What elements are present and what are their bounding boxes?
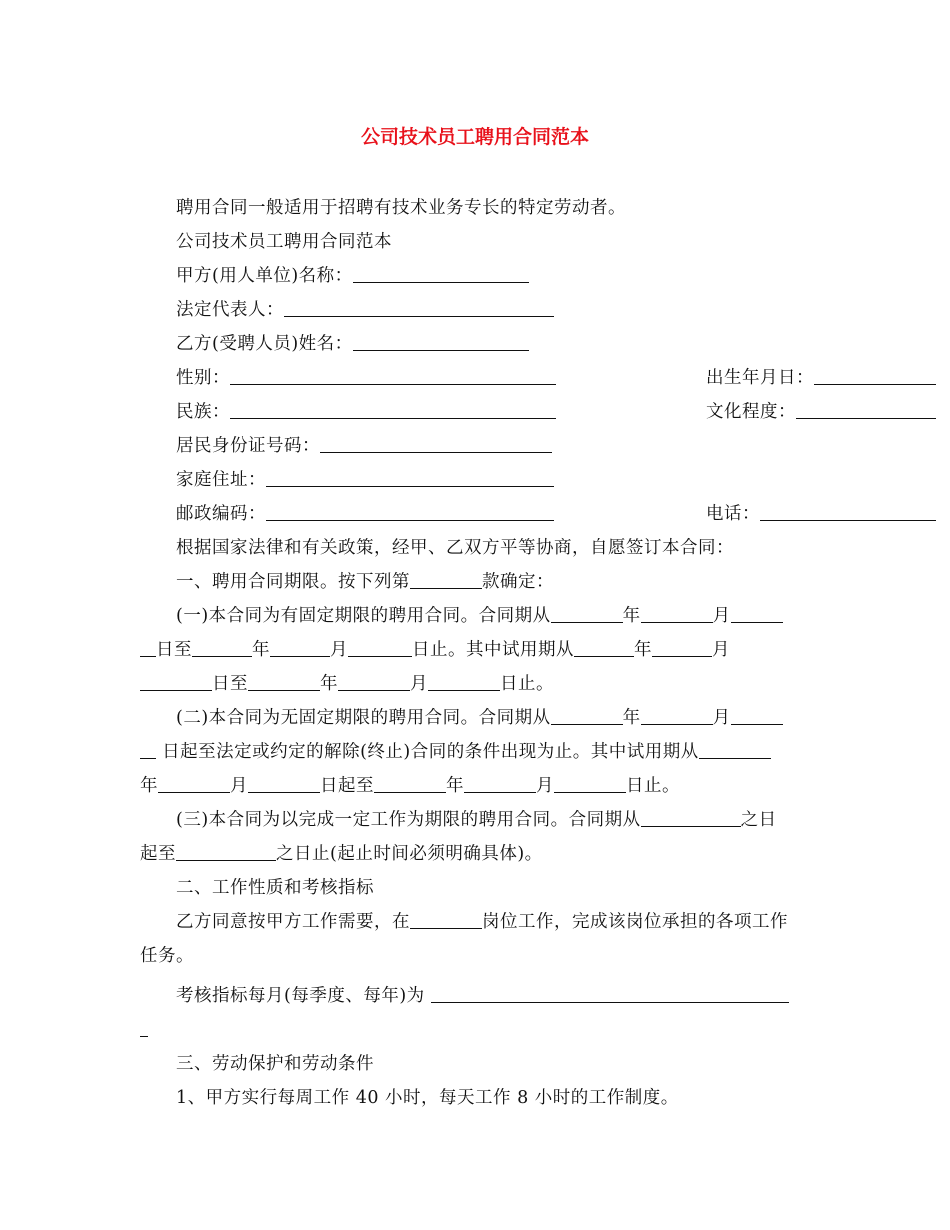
clause-2-line-2: [140, 740, 812, 764]
word-month: 月: [712, 606, 731, 626]
edu-label: 文化程度：: [706, 402, 796, 422]
section-1-heading: [140, 570, 848, 594]
id-blank[interactable]: [320, 436, 552, 453]
phone-blank[interactable]: [760, 504, 936, 521]
section-2-text: 乙方同意按甲方工作需要，在: [176, 912, 410, 932]
blank[interactable]: [140, 674, 212, 691]
blank[interactable]: [338, 674, 410, 691]
gender-birth-row: [140, 366, 848, 390]
blank[interactable]: [641, 810, 741, 827]
clause-2-line-3: [140, 774, 812, 798]
word-year: 年: [622, 606, 641, 626]
gender-blank[interactable]: [230, 368, 556, 385]
blank[interactable]: [731, 708, 783, 725]
document-title: 公司技术员工聘用合同范本: [360, 126, 589, 148]
address-label: 家庭住址：: [176, 470, 266, 490]
phone-label: 电话：: [706, 504, 760, 524]
section-1-text-end: 款确定：: [482, 572, 554, 592]
blank[interactable]: [248, 674, 320, 691]
word-day-to: 日至: [156, 640, 192, 660]
clause-1-line-3: [140, 672, 812, 696]
blank[interactable]: [140, 742, 156, 759]
birth-blank[interactable]: [814, 368, 936, 385]
word-from-to: 日起至: [320, 776, 374, 796]
blank[interactable]: [551, 606, 623, 623]
clause-3-line-2: [140, 842, 812, 866]
section-2-para-1: [140, 910, 848, 934]
word-year: 年: [140, 776, 158, 796]
postcode-label: 邮政编码：: [176, 504, 266, 524]
party-b-blank[interactable]: [353, 334, 529, 351]
word-month: 月: [712, 640, 730, 660]
section-3-para-1: 1、甲方实行每周工作 40 小时，每天工作 8 小时的工作制度。: [176, 1088, 679, 1108]
word-month: 月: [712, 708, 731, 728]
party-a-blank[interactable]: [353, 266, 529, 283]
section-1-text: 一、聘用合同期限。按下列第: [176, 572, 410, 592]
kpi-blank-continued: [140, 1018, 812, 1042]
party-b-label: 乙方(受聘人员)姓名：: [176, 334, 353, 354]
word-year: 年: [252, 640, 270, 660]
blank[interactable]: [176, 844, 276, 861]
section-3-heading: 三、劳动保护和劳动条件: [176, 1054, 374, 1074]
party-b-field: [140, 332, 848, 356]
intro-paragraph: 聘用合同一般适用于招聘有技术业务专长的特定劳动者。: [176, 198, 626, 218]
word-month: 月: [230, 776, 248, 796]
blank[interactable]: [554, 776, 626, 793]
clause-1-line-2: [140, 638, 812, 662]
edu-field: [706, 400, 936, 424]
clause-blank[interactable]: [410, 572, 482, 589]
address-blank[interactable]: [266, 470, 554, 487]
blank[interactable]: [158, 776, 230, 793]
phone-field: [706, 502, 936, 526]
blank[interactable]: [192, 640, 252, 657]
legal-rep-label: 法定代表人：: [176, 300, 284, 320]
legal-rep-blank[interactable]: [284, 300, 554, 317]
blank[interactable]: [140, 1020, 148, 1037]
address-field: [140, 468, 848, 492]
word-end: 日止。: [626, 776, 680, 796]
word-year: 年: [622, 708, 641, 728]
clause-1-text: (一)本合同为有固定期限的聘用合同。合同期从: [176, 606, 551, 626]
birth-field: [706, 366, 936, 390]
id-field: [140, 434, 848, 458]
section-2-heading: 二、工作性质和考核指标: [176, 878, 374, 898]
post-blank[interactable]: [410, 912, 482, 929]
birth-label: 出生年月日：: [706, 368, 814, 388]
clause-3-text-4: 之日止(起止时间必须明确具体)。: [276, 844, 543, 864]
clause-3-line-1: [140, 808, 848, 832]
party-a-field: [140, 264, 848, 288]
word-day-to: 日至: [212, 674, 248, 694]
contract-subtitle: 公司技术员工聘用合同范本: [176, 232, 392, 252]
blank[interactable]: [551, 708, 623, 725]
clause-2-text-2: 日起至法定或约定的解除(终止)合同的条件出现为止。其中试用期从: [162, 742, 699, 762]
legal-rep-field: [140, 298, 848, 322]
ethnic-label: 民族：: [176, 402, 230, 422]
word-month: 月: [536, 776, 554, 796]
postcode-blank[interactable]: [266, 504, 554, 521]
post-phone-row: [140, 502, 848, 526]
section-2-para-2: [140, 984, 848, 1008]
blank[interactable]: [428, 674, 500, 691]
party-a-label: 甲方(用人单位)名称：: [176, 266, 353, 286]
section-2-text-2: 岗位工作，完成该岗位承担的各项工作: [482, 912, 788, 932]
blank[interactable]: [574, 640, 634, 657]
gender-label: 性别：: [176, 368, 230, 388]
ethnic-edu-row: [140, 400, 848, 424]
blank[interactable]: [374, 776, 446, 793]
blank[interactable]: [652, 640, 712, 657]
basis-paragraph: 根据国家法律和有关政策，经甲、乙双方平等协商，自愿签订本合同：: [176, 538, 734, 558]
clause-3-text-3: 起至: [140, 844, 176, 864]
edu-blank[interactable]: [796, 402, 936, 419]
word-year: 年: [634, 640, 652, 660]
kpi-label: 考核指标每月(每季度、每年)为: [176, 986, 425, 1006]
word-year: 年: [446, 776, 464, 796]
blank[interactable]: [140, 640, 156, 657]
word-end: 日止。: [500, 674, 554, 694]
section-2-para-1-end: 任务。: [140, 946, 194, 966]
blank[interactable]: [248, 776, 320, 793]
word-month: 月: [330, 640, 348, 660]
blank[interactable]: [270, 640, 330, 657]
word-year: 年: [320, 674, 338, 694]
clause-1-line-1: [140, 604, 848, 628]
blank[interactable]: [348, 640, 412, 657]
id-label: 居民身份证号码：: [176, 436, 320, 456]
blank[interactable]: [699, 742, 771, 759]
clause-2-text: (二)本合同为无固定期限的聘用合同。合同期从: [176, 708, 551, 728]
clause-3-text-2: 之日: [740, 810, 777, 830]
word-month: 月: [410, 674, 428, 694]
blank[interactable]: [464, 776, 536, 793]
blank[interactable]: [731, 606, 783, 623]
word-trial: 日止。其中试用期从: [412, 640, 574, 660]
kpi-blank[interactable]: [431, 986, 789, 1003]
blank[interactable]: [641, 606, 713, 623]
blank[interactable]: [641, 708, 713, 725]
ethnic-blank[interactable]: [230, 402, 556, 419]
clause-2-line-1: [140, 706, 848, 730]
clause-3-text: (三)本合同为以完成一定工作为期限的聘用合同。合同期从: [176, 810, 641, 830]
